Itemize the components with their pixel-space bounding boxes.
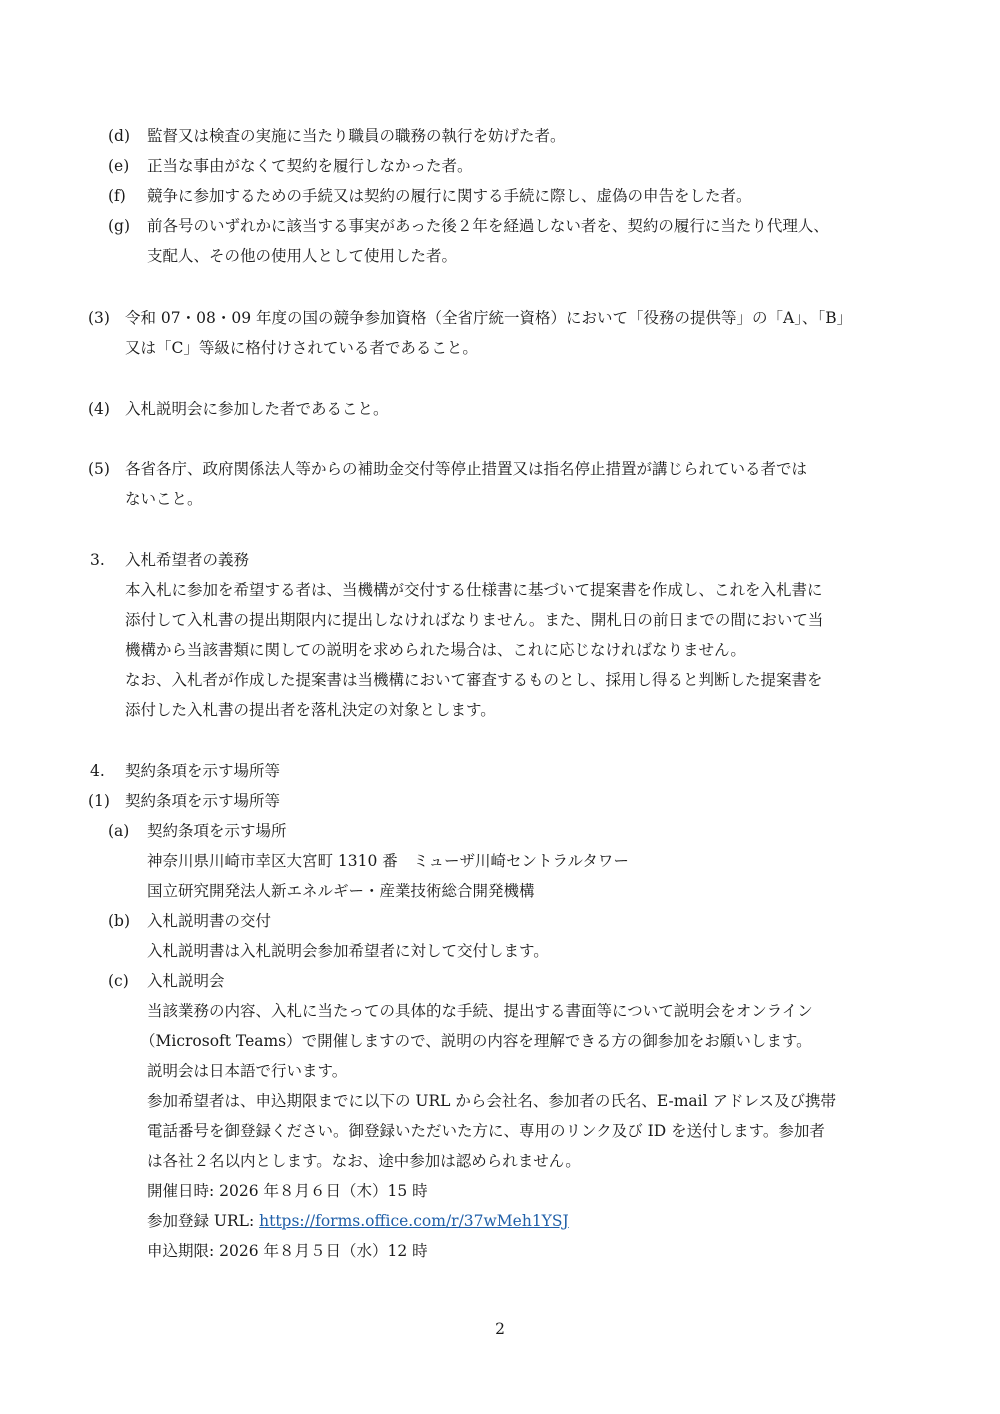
item-g-marker: (g) <box>108 217 131 235</box>
briefing-text-line1: 当該業務の内容、入札に当たっての具体的な手続、提出する書面等について説明会をオンライン <box>147 1002 813 1020</box>
section-3-body-line3: 機構から当該書類に関しての説明を求められた場合は、これに応じなければなりません。 <box>125 641 746 659</box>
section-4-b-heading: 入札説明書の交付 <box>147 912 272 930</box>
briefing-text-line3: 説明会は日本語で行います。 <box>147 1062 348 1080</box>
contract-location-organization: 国立研究開発法人新エネルギー・産業技術総合開発機構 <box>147 882 535 900</box>
item-g-text-line2: 支配人、その他の使用人として使用した者。 <box>147 247 458 265</box>
item-e-marker: (e) <box>108 157 130 175</box>
section-4-1-heading: 契約条項を示す場所等 <box>125 792 281 810</box>
item-g-text-line1: 前各号のいずれかに該当する事実があった後２年を経過しない者を、契約の履行に当たり代理人、 <box>147 217 829 235</box>
registration-url-label: 参加登録 URL: <box>147 1212 260 1230</box>
item-d-marker: (d) <box>108 127 131 145</box>
item-5-marker: (5) <box>88 460 110 478</box>
briefing-text-line5: 電話番号を御登録ください。御登録いただいた方に、専用のリンク及び ID を送付します。参加者 <box>147 1122 825 1140</box>
contract-location-address: 神奈川県川崎市幸区大宮町 1310 番 ミューザ川崎セントラルタワー <box>147 852 629 870</box>
item-e-text: 正当な事由がなくて契約を履行しなかった者。 <box>147 157 473 175</box>
item-f-marker: (f) <box>108 187 126 205</box>
registration-url-link[interactable]: https://forms.office.com/r/37wMeh1YSJ <box>259 1212 569 1230</box>
item-f-text: 競争に参加するための手続又は契約の履行に関する手続に際し、虚偽の申告をした者。 <box>147 187 752 205</box>
section-4-1-marker: (1) <box>88 792 110 810</box>
section-4-b-marker: (b) <box>108 912 131 930</box>
briefing-datetime: 開催日時: 2026 年８月６日（木）15 時 <box>147 1182 428 1200</box>
item-3-text-line1: 令和 07・08・09 年度の国の競争参加資格（全省庁統一資格）において「役務の提供等」の「A」、「B」 <box>125 309 853 327</box>
page-number: 2 <box>495 1320 505 1338</box>
section-3-body-line5: 添付した入札書の提出者を落札決定の対象とします。 <box>125 701 496 719</box>
section-4-c-marker: (c) <box>108 972 129 990</box>
item-d-text: 監督又は検査の実施に当たり職員の職務の執行を妨げた者。 <box>147 127 566 145</box>
section-4-heading: 契約条項を示す場所等 <box>125 762 281 780</box>
item-5-text-line2: ないこと。 <box>125 490 203 508</box>
application-deadline: 申込期限: 2026 年８月５日（水）12 時 <box>147 1242 428 1260</box>
item-4-text: 入札説明会に参加した者であること。 <box>125 400 389 418</box>
briefing-text-line4: 参加希望者は、申込期限までに以下の URL から会社名、参加者の氏名、E-mail アドレス及び携帯 <box>147 1092 837 1110</box>
section-3-number: 3. <box>90 551 105 569</box>
section-4-a-heading: 契約条項を示す場所 <box>147 822 287 840</box>
section-4-c-heading: 入札説明会 <box>147 972 225 990</box>
item-3-text-line2: 又は「C」等級に格付けされている者であること。 <box>125 339 478 357</box>
section-3-body-line2: 添付して入札書の提出期限内に提出しなければなりません。また、開札日の前日までの間において当 <box>125 611 824 629</box>
briefing-text-line2: （Microsoft Teams）で開催しますので、説明の内容を理解できる方の御参加をお願いします。 <box>140 1032 812 1050</box>
section-4-number: 4. <box>90 762 105 780</box>
section-4-b-text: 入札説明書は入札説明会参加希望者に対して交付します。 <box>147 942 549 960</box>
item-3-marker: (3) <box>88 309 110 327</box>
section-4-a-marker: (a) <box>108 822 130 840</box>
briefing-text-line6: は各社２名以内とします。なお、途中参加は認められません。 <box>147 1152 581 1170</box>
section-3-heading: 入札希望者の義務 <box>125 551 250 569</box>
item-4-marker: (4) <box>88 400 110 418</box>
section-3-body-line1: 本入札に参加を希望する者は、当機構が交付する仕様書に基づいて提案書を作成し、これを入札書に <box>125 581 823 599</box>
section-3-body-line4: なお、入札者が作成した提案書は当機構において審査するものとし、採用し得ると判断した提案書を <box>125 671 823 689</box>
registration-url-row <box>147 1211 569 1231</box>
item-5-text-line1: 各省各庁、政府関係法人等からの補助金交付等停止措置又は指名停止措置が講じられている者では <box>125 460 808 478</box>
